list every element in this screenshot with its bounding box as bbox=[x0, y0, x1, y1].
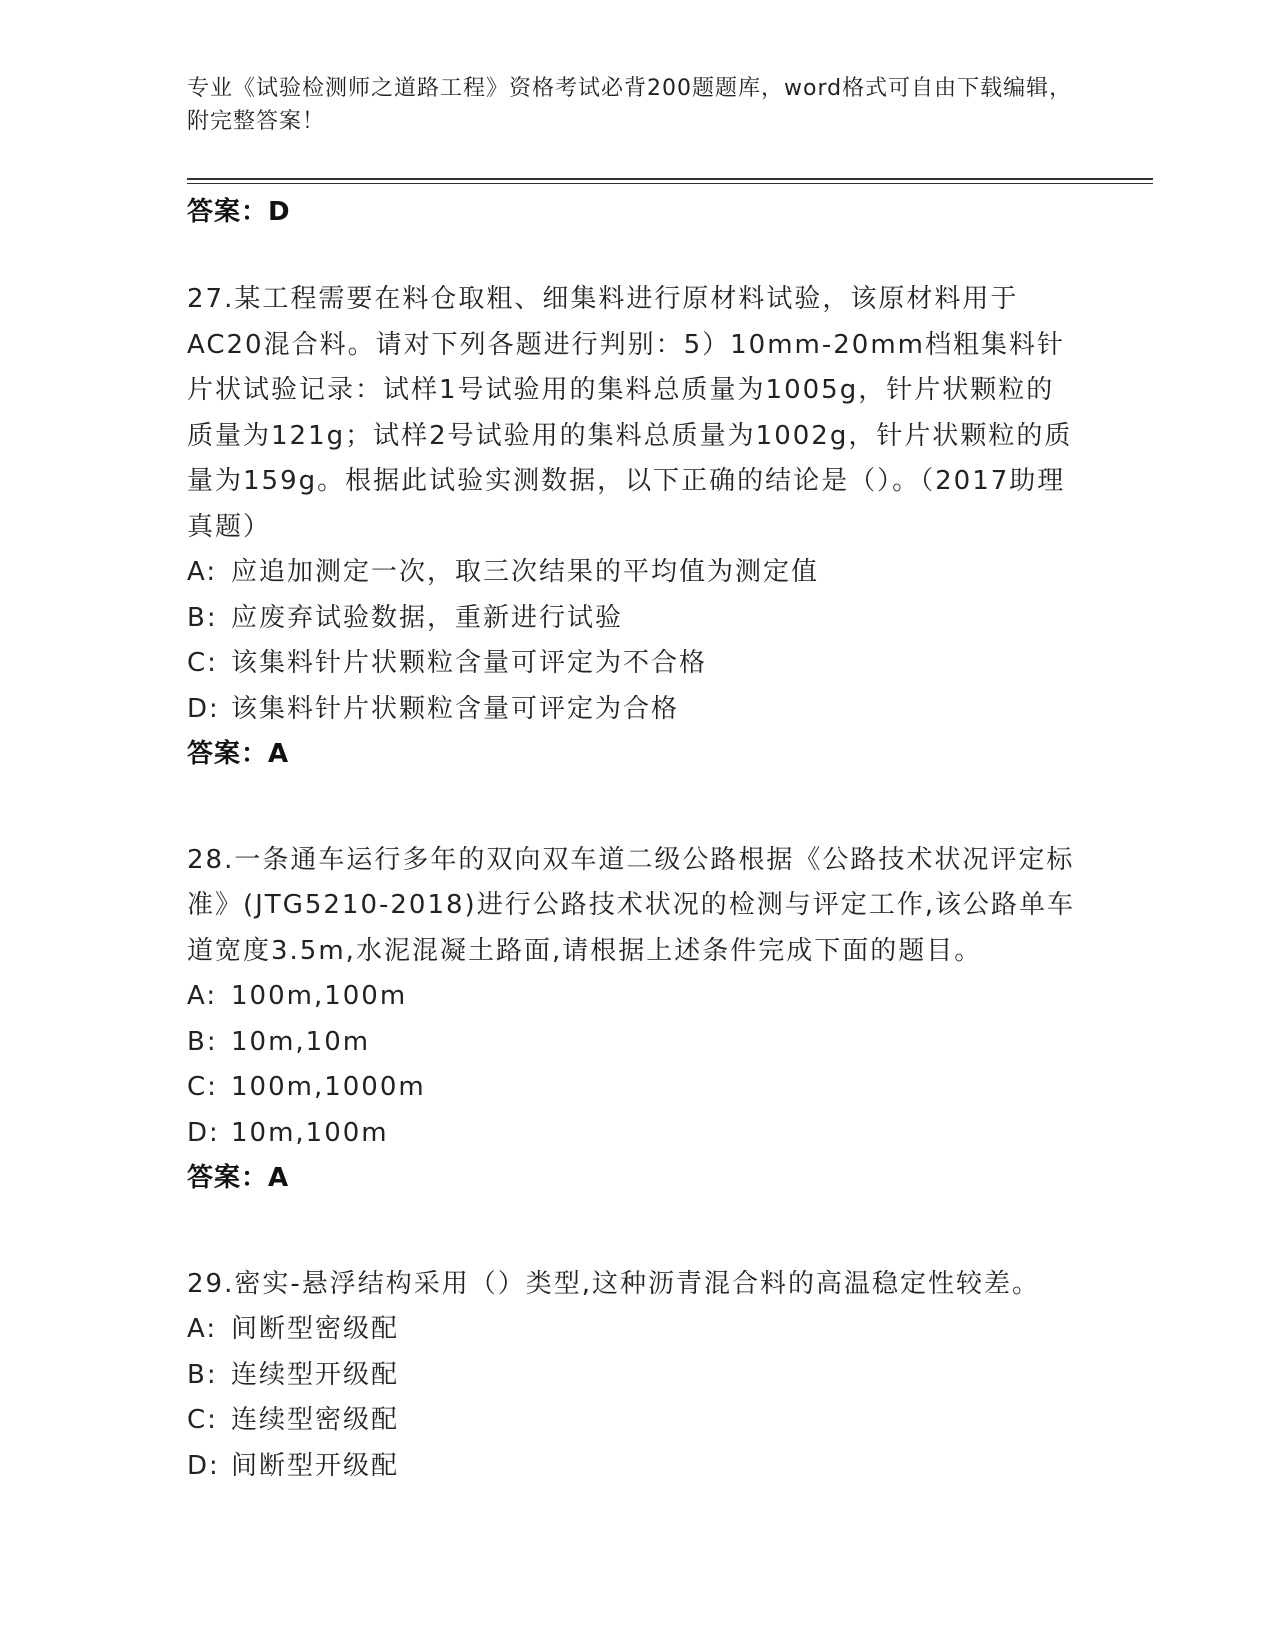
option-text: 应追加测定一次，取三次结果的平均值为测定值 bbox=[231, 557, 820, 587]
option-d bbox=[187, 687, 1077, 733]
header-divider-thin bbox=[187, 183, 1153, 184]
option-letter: D: bbox=[187, 1117, 220, 1148]
option-b bbox=[187, 1353, 1077, 1399]
option-letter: C: bbox=[187, 648, 218, 678]
option-letter: A: bbox=[187, 1314, 218, 1344]
option-text: 连续型开级配 bbox=[231, 1359, 400, 1390]
option-letter: B: bbox=[187, 602, 218, 633]
option-text: 100m,100m bbox=[231, 981, 408, 1011]
question-stem: 27.某工程需要在料仓取粗、细集料进行原材料试验，该原材料用于AC20混合料。请对下列各题进行判别：5）10mm-20mm档粗集料针片状试验记录：试样1号试验用的集料总质量为1005g，针片状颗粒的质量为121g；试样2号试验用的集料总质量为1002g，针片状颗粒的质量为159g。根据此试验实测数据，以下正确的结论是（）。（2017助理真题） bbox=[187, 284, 1073, 542]
option-d bbox=[187, 1111, 1077, 1157]
option-text: 连续型密级配 bbox=[231, 1405, 400, 1435]
question-27 bbox=[187, 277, 1077, 778]
option-a bbox=[187, 550, 1077, 596]
document-header: 专业《试验检测师之道路工程》资格考试必背200题题库，word格式可自由下载编辑，附完整答案！ bbox=[187, 76, 1073, 134]
option-letter: C: bbox=[187, 1405, 218, 1435]
option-c bbox=[187, 1065, 1077, 1111]
option-text: 间断型开级配 bbox=[231, 1450, 400, 1481]
option-d bbox=[187, 1444, 1077, 1490]
option-letter: A: bbox=[187, 981, 218, 1011]
option-letter: B: bbox=[187, 1026, 218, 1057]
option-b bbox=[187, 596, 1077, 642]
option-letter: B: bbox=[187, 1359, 218, 1390]
option-a bbox=[187, 1307, 1077, 1353]
previous-answer: 答案：D bbox=[187, 197, 291, 227]
option-letter: C: bbox=[187, 1072, 218, 1102]
question-stem: 28.一条通车运行多年的双向双车道二级公路根据《公路技术状况评定标准》(JTG5210-2018)进行公路技术状况的检测与评定工作,该公路单车道宽度3.5m,水泥混凝土路面,请根据上述条件完成下面的题目。 bbox=[187, 844, 1075, 966]
question-28 bbox=[187, 838, 1077, 1202]
question-stem: 29.密实-悬浮结构采用（）类型,这种沥青混合料的高温稳定性较差。 bbox=[187, 1268, 1040, 1299]
question-answer: 答案：A bbox=[187, 1163, 290, 1193]
option-text: 该集料针片状颗粒含量可评定为不合格 bbox=[231, 648, 708, 678]
option-text: 应废弃试验数据，重新进行试验 bbox=[231, 602, 624, 633]
option-letter: D: bbox=[187, 1450, 220, 1481]
option-letter: A: bbox=[187, 557, 218, 587]
option-text: 10m,10m bbox=[231, 1026, 371, 1057]
question-list bbox=[187, 277, 1077, 1549]
option-b bbox=[187, 1020, 1077, 1066]
option-text: 间断型密级配 bbox=[231, 1314, 400, 1344]
option-c bbox=[187, 1398, 1077, 1444]
header-divider-thick bbox=[187, 178, 1153, 180]
option-c bbox=[187, 641, 1077, 687]
option-text: 该集料针片状颗粒含量可评定为合格 bbox=[231, 693, 680, 724]
option-text: 100m,1000m bbox=[231, 1072, 426, 1102]
option-text: 10m,100m bbox=[231, 1117, 389, 1148]
option-a bbox=[187, 974, 1077, 1020]
question-29 bbox=[187, 1262, 1077, 1490]
option-letter: D: bbox=[187, 693, 220, 724]
question-answer: 答案：A bbox=[187, 739, 290, 769]
